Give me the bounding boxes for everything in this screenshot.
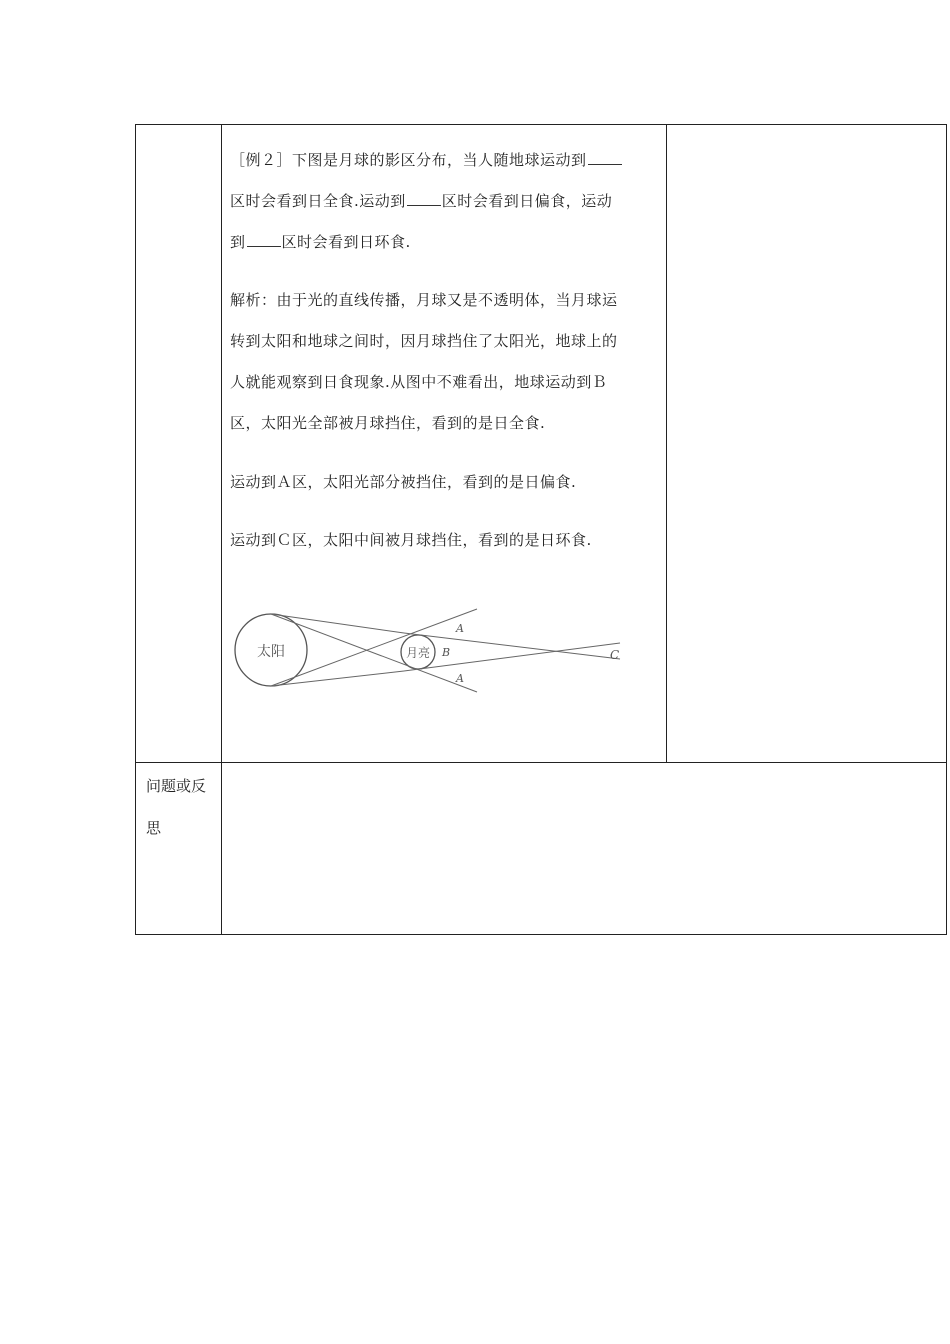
example-line-1 [230,140,623,181]
label-a-top: A [456,622,464,635]
table-left-border [135,124,136,935]
table-top-border [135,124,667,125]
answer-blank-3 [247,232,281,247]
label-a-bottom: A [456,672,464,685]
example-question [230,140,623,263]
example-text: 区时会看到日偏食，运动 [441,192,613,210]
example-text: 区时会看到日环食. [281,233,411,251]
answer-blank-1 [588,150,622,165]
example-line-2 [230,181,623,222]
table-top-border-right [666,124,947,125]
answer-blank-2 [407,191,441,206]
reflection-label: 问题或反思 [146,777,207,837]
label-b: B [442,646,451,659]
analysis-line: 运动到Ｃ区，太阳中间被月球挡住，看到的是日环食. [230,531,592,549]
example-text: ［例２］下图是月球的影区分布，当人随地球运动到 [230,151,587,169]
analysis-line: 人就能观察到日食现象.从图中不难看出，地球运动到Ｂ [230,373,608,391]
analysis-line: 转到太阳和地球之间时，因月球挡住了太阳光，地球上的 [230,332,618,350]
table-bottom-border [135,934,947,935]
analysis-paragraph-2 [230,462,576,503]
example-text: 区时会看到日全食. [230,192,360,210]
example-text: 运动到 [359,192,406,210]
analysis-paragraph-1 [230,280,618,444]
analysis-line: 区，太阳光全部被月球挡住，看到的是日全食. [230,414,546,432]
analysis-line: 解析：由于光的直线传播，月球又是不透明体，当月球运 [230,291,618,309]
example-line-3 [230,222,623,263]
row-divider [135,762,947,763]
label-c: C [610,648,620,662]
ray-top-outer [271,614,404,633]
ray-umbra-bottom [404,643,620,671]
example-text: 到 [230,233,246,251]
analysis-paragraph-3 [230,520,592,561]
eclipse-shadow-diagram [232,603,627,698]
analysis-line: 运动到Ａ区，太阳光部分被挡住，看到的是日偏食. [230,473,577,491]
table-right-border [946,124,947,935]
ray-umbra-top [404,633,620,659]
column-divider-2 [666,124,667,763]
moon-label: 月亮 [405,646,431,660]
sun-label: 太阳 [257,644,285,660]
column-divider-1 [221,124,222,935]
